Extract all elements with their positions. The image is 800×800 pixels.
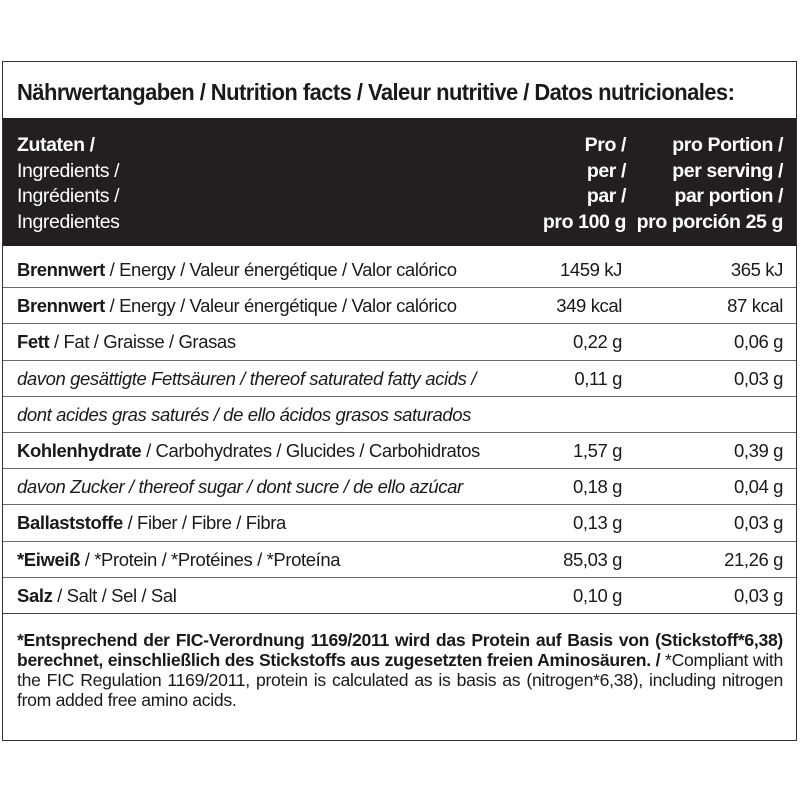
value-per-portion: 0,06 g (733, 331, 783, 353)
value-per-100g: 0,11 g (574, 367, 622, 389)
nutrient-name (17, 259, 457, 281)
nutrient-name-rest: / Fiber / Fibre / Fibra (122, 512, 286, 534)
nutrient-name-rest: / *Protein / *Protéines / *Proteína (80, 548, 341, 570)
nutrient-name (17, 440, 480, 462)
table-row (3, 252, 796, 288)
nutrient-name-bold: Ballaststoffe (17, 512, 123, 534)
nutrient-name-rest: / Energy / Valeur énergétique / Valor calórico (104, 295, 457, 317)
nutrient-name-rest: / Fat / Graisse / Grasas (49, 331, 236, 353)
nutrient-name (17, 476, 463, 498)
table-row (3, 397, 796, 433)
label-title: Nährwertangaben / Nutrition facts / Valeur nutritive / Datos nutricionales: (17, 79, 735, 105)
value-per-100g: 0,18 g (572, 476, 622, 498)
value-per-100g: 1,57 g (572, 439, 622, 461)
nutrient-name-bold: Brennwert (17, 259, 105, 280)
nutrient-name (17, 368, 476, 390)
table-row (3, 505, 796, 541)
value-per-portion: 0,04 g (733, 476, 783, 498)
value-per-portion: 365 kJ (730, 259, 783, 280)
value-per-portion: 0,03 g (733, 367, 783, 389)
table-header (3, 118, 796, 246)
value-per-100g: 0,10 g (572, 584, 622, 606)
table-row (3, 288, 796, 324)
nutrient-name (17, 585, 176, 607)
footnote-normal: *Compliant with the FIC Regulation 1169/2011, protein is calculated as is basis as (nitrogen*6,38), including nitrogen from added free amino acids. (17, 650, 783, 710)
nutrition-rows (3, 252, 796, 614)
table-row (3, 578, 796, 614)
table-row (3, 469, 796, 505)
value-per-100g: 1459 kJ (560, 259, 622, 280)
nutrient-name-rest: davon gesättigte Fettsäuren / thereof saturated fatty acids / (17, 367, 476, 389)
nutrient-name (17, 295, 457, 317)
footnote (17, 630, 783, 710)
value-per-100g: 0,13 g (572, 512, 622, 534)
value-per-portion: 0,39 g (733, 439, 783, 461)
value-per-portion: 0,03 g (733, 512, 783, 534)
nutrient-name-bold: Kohlenhydrate (17, 439, 142, 461)
header-per-portion: pro Portion / per serving / par portion / pro porción 25 g (636, 134, 783, 233)
table-row (3, 361, 796, 397)
nutrient-name-bold: Brennwert (17, 295, 105, 317)
table-row (3, 433, 796, 469)
table-row (3, 324, 796, 360)
table-row (3, 542, 796, 578)
nutrient-name-bold: Fett (17, 331, 50, 353)
nutrition-label (2, 61, 797, 741)
value-per-portion: 0,03 g (733, 584, 783, 606)
nutrient-name-bold: *Eiweiß (17, 548, 80, 570)
value-per-portion: 21,26 g (724, 548, 783, 570)
nutrient-name (17, 549, 340, 571)
nutrient-name-rest: / Salt / Sel / Sal (52, 584, 177, 606)
nutrient-name-rest: dont acides gras saturés / de ello ácidos grasos saturados (17, 403, 471, 425)
value-per-100g: 349 kcal (556, 295, 622, 317)
value-per-100g: 0,22 g (572, 331, 622, 353)
value-per-100g: 85,03 g (563, 548, 622, 570)
nutrient-name-bold: Salz (17, 584, 53, 606)
header-per-100g: Pro / per / par / pro 100 g (542, 134, 626, 233)
nutrient-name (17, 404, 471, 426)
nutrient-name (17, 331, 236, 353)
nutrient-name-rest: / Carbohydrates / Glucides / Carbohidratos (141, 439, 480, 461)
header-ingredients: Zutaten / Ingredients / Ingrédients / Ingredientes (17, 134, 120, 233)
nutrient-name (17, 512, 286, 534)
nutrient-name-rest: davon Zucker / thereof sugar / dont sucre / de ello azúcar (17, 476, 463, 498)
nutrient-name-rest: / Energy / Valeur énergétique / Valor calórico (104, 259, 457, 280)
value-per-portion: 87 kcal (727, 295, 783, 317)
footnote-bold: *Entsprechend der FIC-Verordnung 1169/2011 wird das Protein auf Basis von (Stickstoff*6,38) berechnet, einschließlich des Stickstoffs aus zugesetzten freien Aminosäuren. / (17, 630, 783, 670)
